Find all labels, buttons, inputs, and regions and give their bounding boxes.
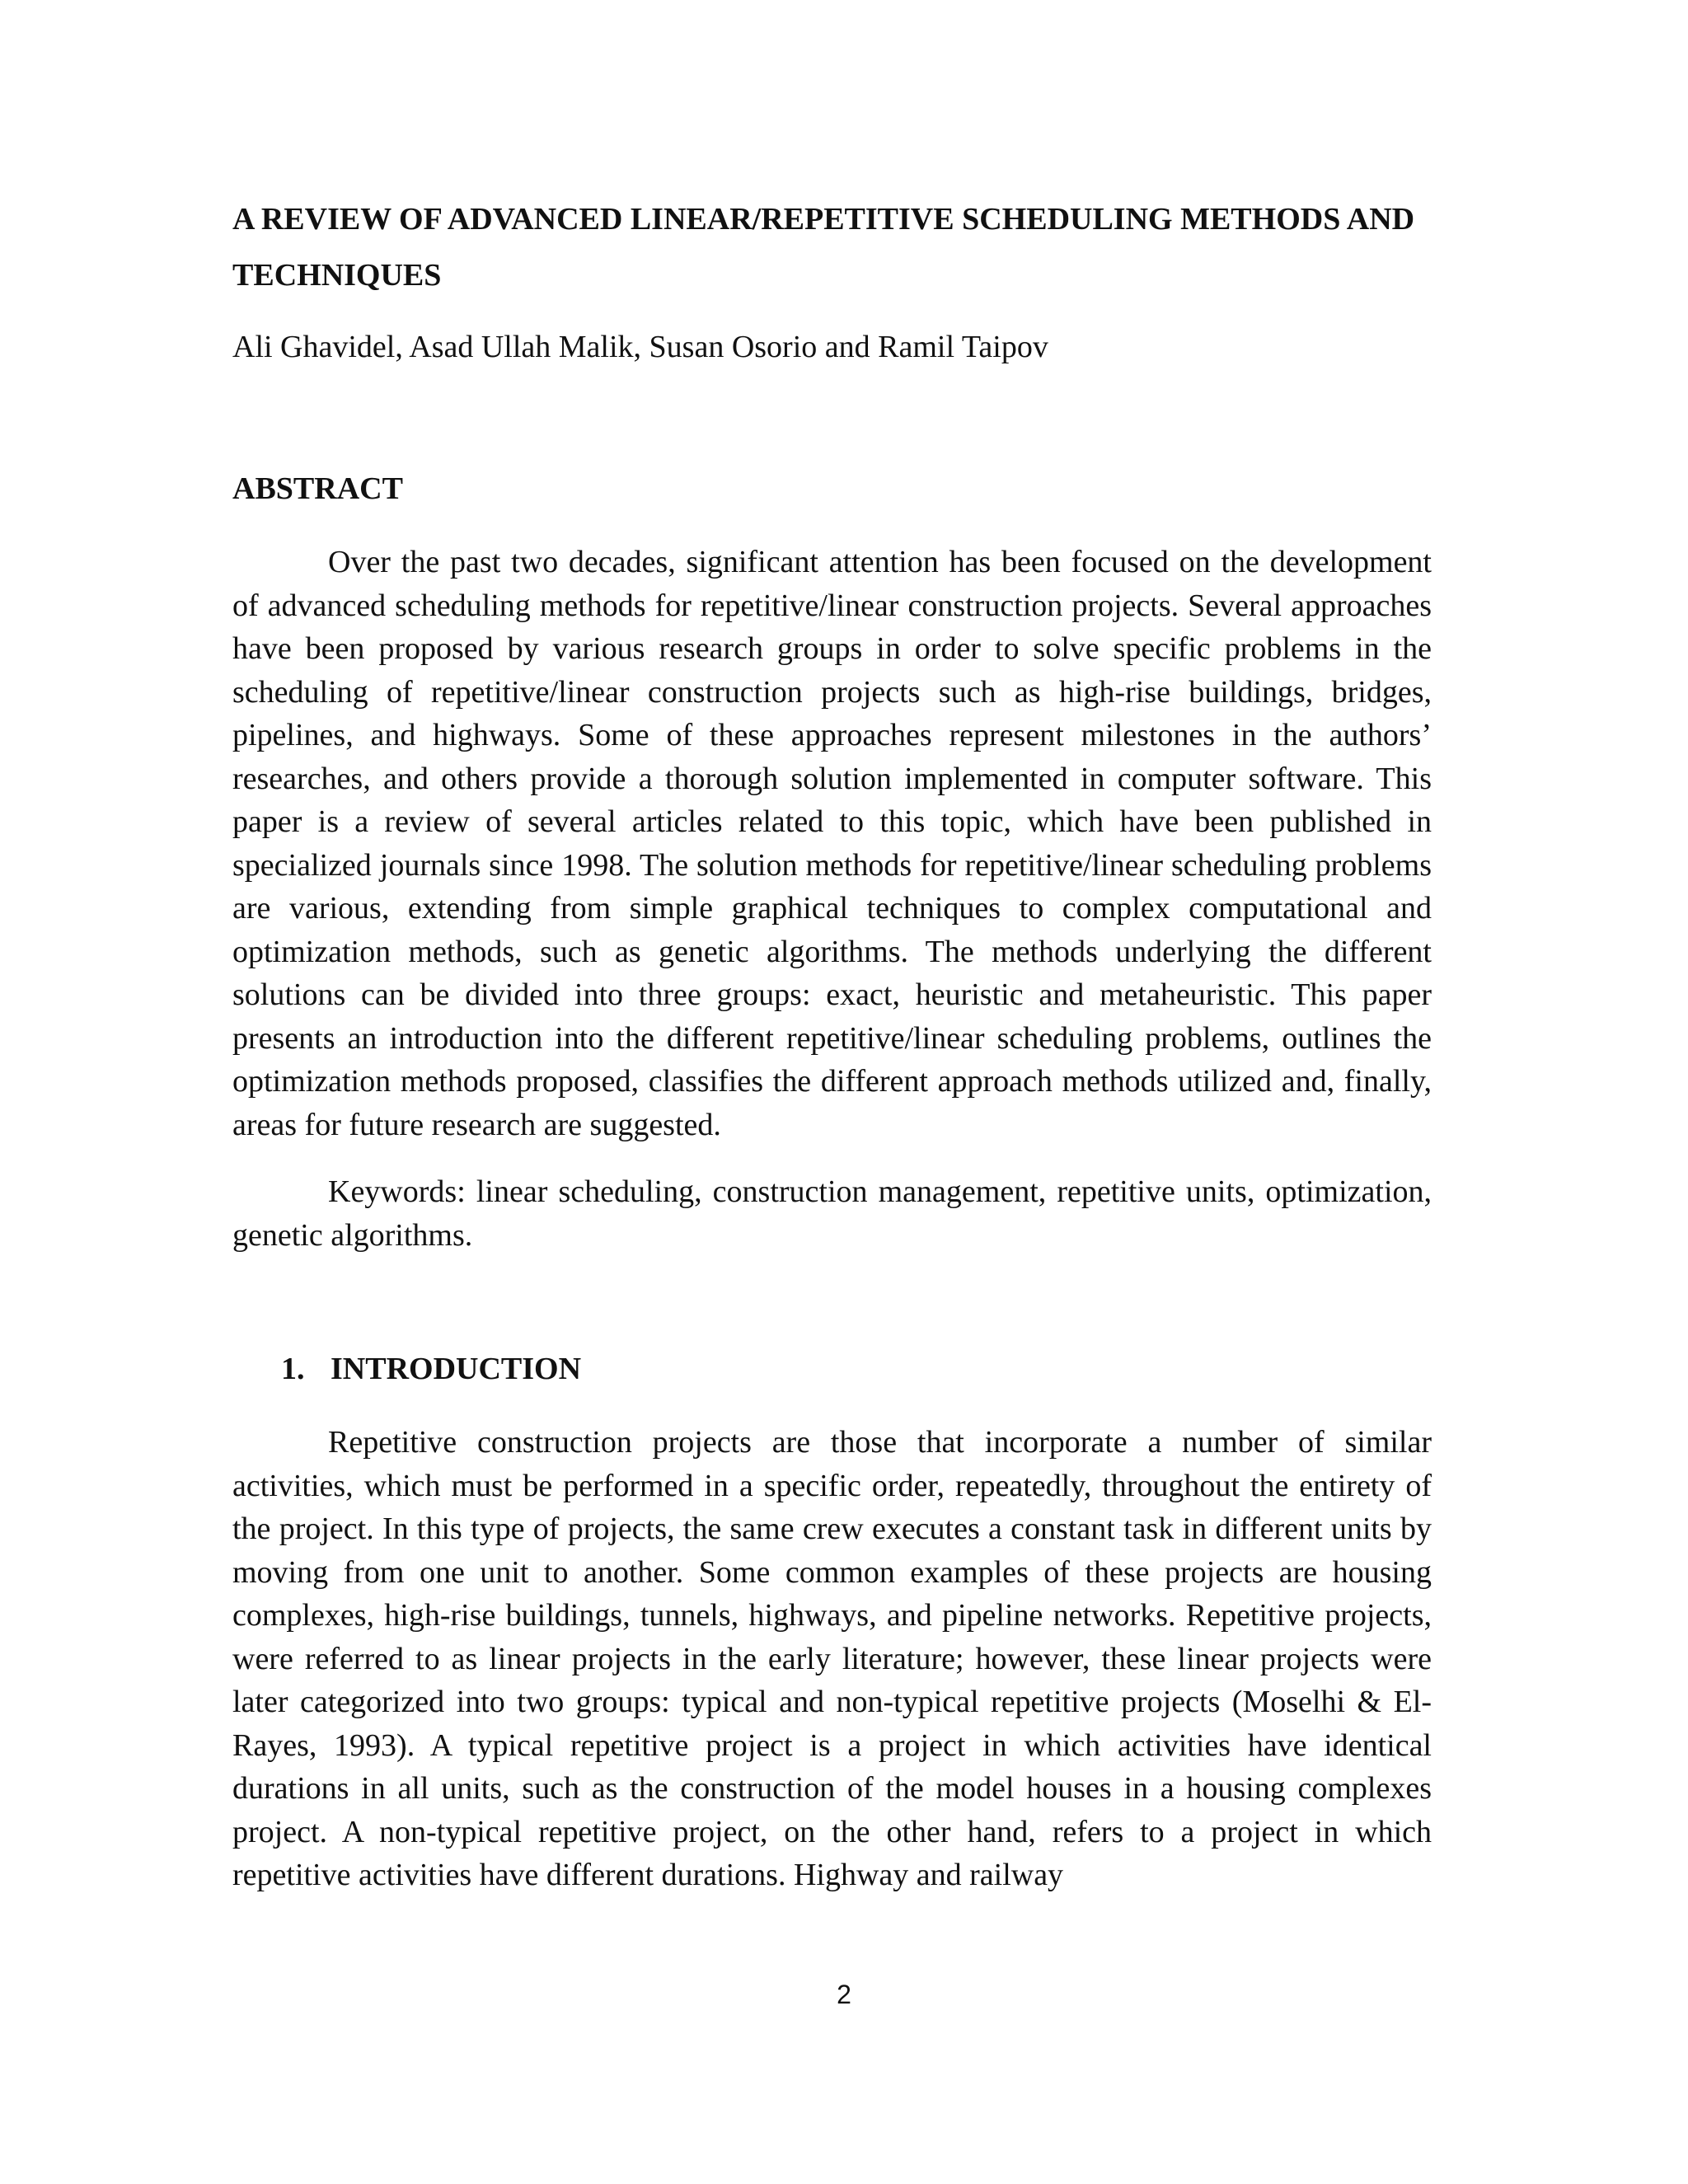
section-heading-introduction <box>281 1348 581 1390</box>
paper-title: A REVIEW OF ADVANCED LINEAR/REPETITIVE SCHEDULING METHODS AND TECHNIQUES <box>232 202 1415 293</box>
keywords-paragraph: Keywords: linear scheduling, construction management, repetitive units, optimization, genetic algorithms. <box>232 1174 1432 1253</box>
abstract-paragraph: Over the past two decades, significant attention has been focused on the development of advanced scheduling methods for repetitive/linear construction projects. Several approaches have been proposed by various research groups in order to solve specific problems in the scheduling of repetitive/linear construction projects such as high-rise buildings, bridges, pipelines, and highways. Some of these approaches represent milestones in the authors’ researches, and others provide a thorough solution implemented in computer software. This paper is a review of several articles related to this topic, which have been published in specialized journals since 1998. The solution methods for repetitive/linear scheduling problems are various, extending from simple graphical techniques to complex computational and optimization methods, such as genetic algorithms. The methods underlying the different solutions can be divided into three groups: exact, heuristic and metaheuristic. This paper presents an introduction into the different repetitive/linear scheduling problems, outlines the optimization methods proposed, classifies the different approach methods utilized and, finally, areas for future research are suggested. <box>232 545 1432 1142</box>
page-number: 2 <box>837 1980 851 2009</box>
introduction-paragraph: Repetitive construction projects are those that incorporate a number of similar activities, which must be performed in a specific order, repeatedly, throughout the entirety of the project. In this type of projects, the same crew executes a constant task in different units by moving from one unit to another. Some common examples of these projects are housing complexes, high-rise buildings, tunnels, highways, and pipeline networks. Repetitive projects, were referred to as linear projects in the early literature; however, these linear projects were later categorized into two groups: typical and non-typical repetitive projects (Moselhi & El-Rayes, 1993). A typical repetitive project is a project in which activities have identical durations in all units, such as the construction of the model houses in a housing complexes project. A non-typical repetitive project, on the other hand, refers to a project in which repetitive activities have different durations. Highway and railway <box>232 1425 1432 1892</box>
section-title: INTRODUCTION <box>331 1352 582 1386</box>
section-number: 1. <box>281 1352 305 1386</box>
abstract-heading: ABSTRACT <box>232 471 403 506</box>
author-list: Ali Ghavidel, Asad Ullah Malik, Susan Osorio and Ramil Taipov <box>232 330 1048 364</box>
